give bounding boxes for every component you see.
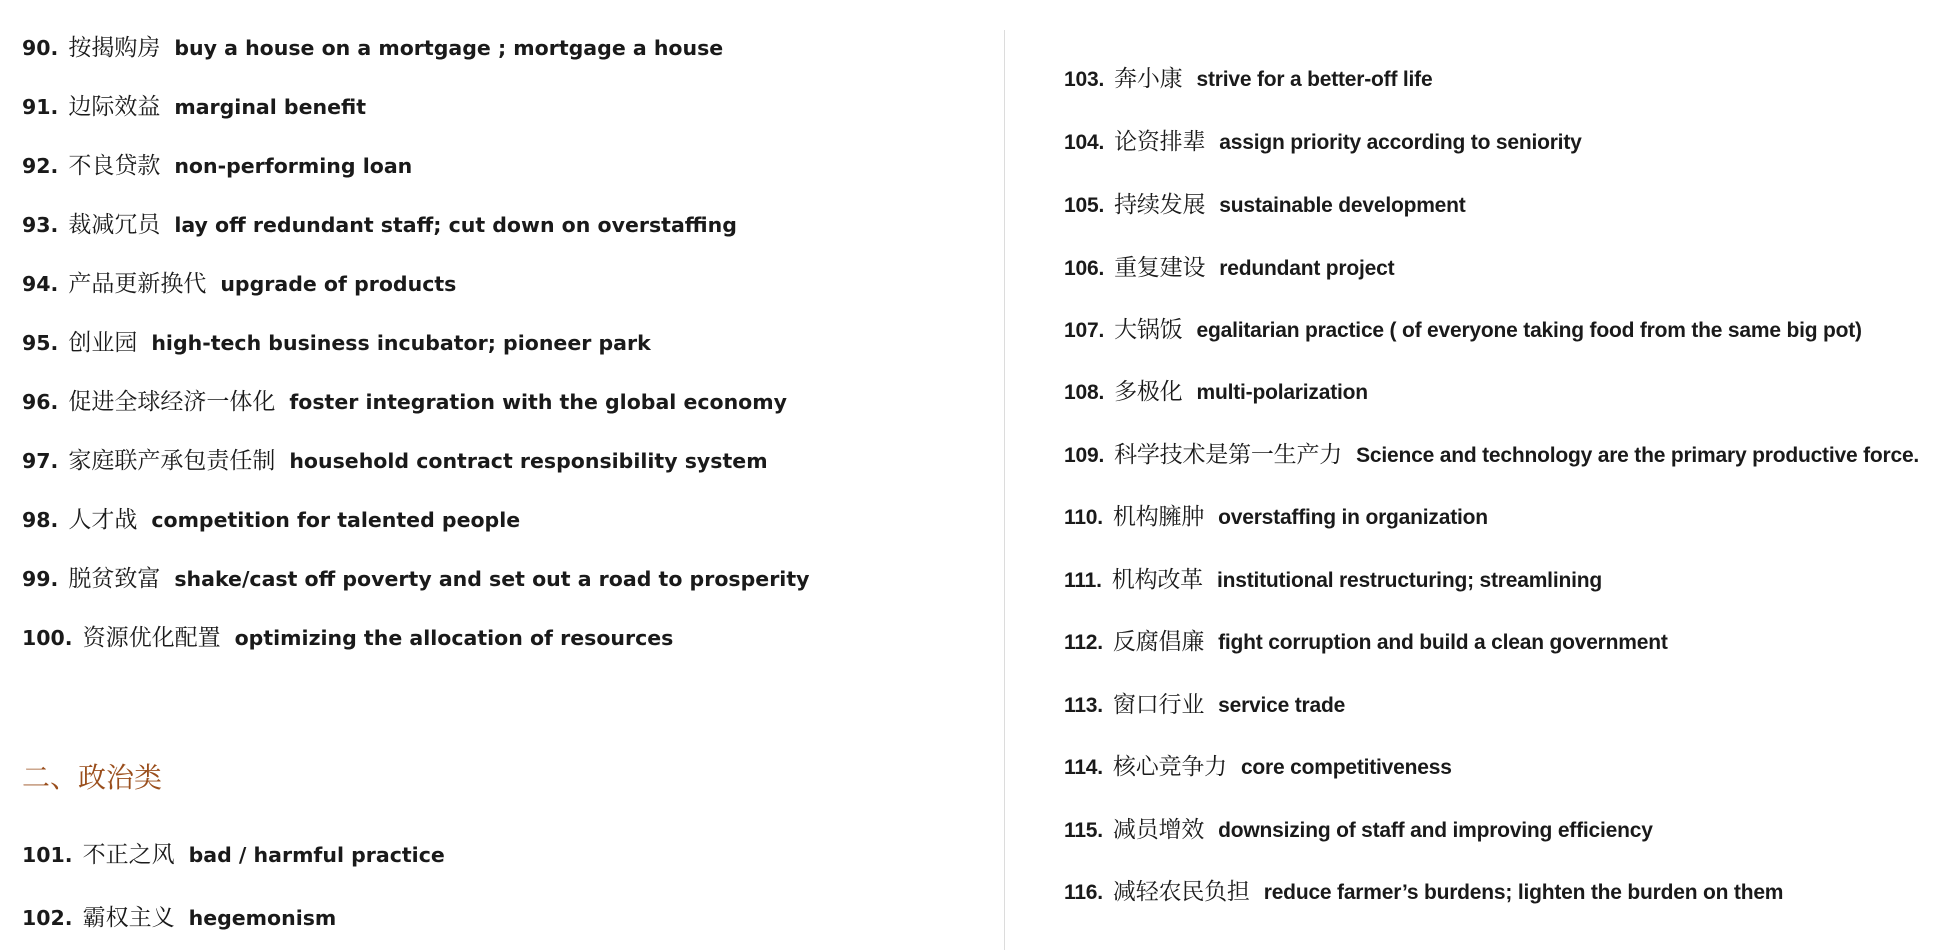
- entry-number: 115.: [1064, 819, 1103, 842]
- entry-number: 101.: [22, 843, 73, 867]
- glossary-entry: [1064, 623, 1668, 656]
- entry-number: 110.: [1064, 506, 1103, 529]
- glossary-entry: [1064, 811, 1653, 844]
- english-translation: bad / harmful practice: [188, 843, 445, 867]
- entry-number: 103.: [1064, 68, 1105, 91]
- entry-number: 102.: [22, 906, 73, 930]
- chinese-term: 机构臃肿: [1112, 504, 1205, 530]
- entry-number: 113.: [1064, 694, 1103, 717]
- glossary-entry: [1064, 748, 1452, 781]
- chinese-term: 减员增效: [1112, 817, 1205, 843]
- glossary-entry: [22, 501, 520, 534]
- english-translation: reduce farmer’s burdens; lighten the burden on them: [1263, 881, 1784, 904]
- glossary-entry: [22, 88, 366, 121]
- chinese-term: 按揭购房: [68, 35, 161, 61]
- english-translation: lay off redundant staff; cut down on overstaffing: [174, 213, 737, 237]
- chinese-term: 大锅饭: [1114, 317, 1183, 343]
- chinese-term: 不正之风: [82, 842, 175, 868]
- chinese-term: 脱贫致富: [68, 566, 161, 592]
- chinese-term: 反腐倡廉: [1112, 629, 1205, 655]
- chinese-term: 持续发展: [1114, 192, 1206, 218]
- chinese-term: 重复建设: [1114, 255, 1206, 281]
- column-divider: [1004, 30, 1005, 950]
- chinese-term: 促进全球经济一体化: [68, 389, 276, 415]
- glossary-entry: [1064, 561, 1602, 594]
- chinese-term: 奔小康: [1114, 66, 1183, 92]
- english-translation: household contract responsibility system: [289, 449, 768, 473]
- glossary-entry: [22, 324, 651, 357]
- english-translation: marginal benefit: [174, 95, 366, 119]
- english-translation: redundant project: [1219, 257, 1395, 280]
- glossary-entry: [1064, 873, 1783, 906]
- chinese-term: 资源优化配置: [82, 625, 221, 651]
- entry-number: 112.: [1064, 631, 1103, 654]
- section-heading: 二、政治类: [22, 761, 163, 794]
- chinese-term: 家庭联产承包责任制: [68, 448, 276, 474]
- chinese-term: 论资排辈: [1114, 129, 1206, 155]
- chinese-term: 产品更新换代: [68, 271, 207, 297]
- english-translation: assign priority according to seniority: [1219, 131, 1582, 154]
- entry-number: 93.: [22, 213, 59, 237]
- chinese-term: 人才战: [68, 507, 138, 533]
- glossary-entry: [22, 147, 412, 180]
- glossary-entry: [1064, 436, 1919, 469]
- english-translation: overstaffing in organization: [1218, 506, 1488, 529]
- entry-number: 104.: [1064, 131, 1105, 154]
- entry-number: 99.: [22, 567, 59, 591]
- entry-number: 100.: [22, 626, 73, 650]
- english-translation: non-performing loan: [174, 154, 413, 178]
- right-column: [1064, 0, 1954, 952]
- english-translation: downsizing of staff and improving efficiency: [1218, 819, 1653, 842]
- glossary-entry: [22, 836, 445, 869]
- english-translation: institutional restructuring; streamlining: [1216, 569, 1602, 592]
- english-translation: strive for a better-off life: [1196, 68, 1433, 91]
- entry-number: 96.: [22, 390, 59, 414]
- glossary-entry: [1064, 311, 1862, 344]
- glossary-entry: [1064, 186, 1466, 219]
- english-translation: multi-polarization: [1196, 381, 1368, 404]
- entry-number: 90.: [22, 36, 59, 60]
- entry-number: 109.: [1064, 444, 1105, 467]
- glossary-entry: [22, 265, 456, 298]
- english-translation: service trade: [1218, 694, 1346, 717]
- english-translation: optimizing the allocation of resources: [234, 626, 674, 650]
- english-translation: competition for talented people: [151, 508, 521, 532]
- entry-number: 94.: [22, 272, 59, 296]
- left-column: [22, 0, 997, 952]
- glossary-entry: [22, 442, 768, 475]
- english-translation: fight corruption and build a clean government: [1218, 631, 1668, 654]
- english-translation: sustainable development: [1219, 194, 1466, 217]
- chinese-term: 创业园: [68, 330, 138, 356]
- chinese-term: 科学技术是第一生产力: [1114, 442, 1343, 468]
- glossary-entry: [1064, 686, 1345, 719]
- glossary-entry: [22, 206, 737, 239]
- glossary-entry: [1064, 123, 1582, 156]
- english-translation: upgrade of products: [220, 272, 457, 296]
- entry-number: 108.: [1064, 381, 1105, 404]
- english-translation: high-tech business incubator; pioneer park: [151, 331, 651, 355]
- english-translation: buy a house on a mortgage ; mortgage a house: [174, 36, 724, 60]
- chinese-term: 不良贷款: [68, 153, 161, 179]
- glossary-entry: [1064, 60, 1432, 93]
- chinese-term: 边际效益: [68, 94, 161, 120]
- english-translation: hegemonism: [188, 906, 337, 930]
- english-translation: egalitarian practice ( of everyone taking food from the same big pot): [1196, 319, 1862, 342]
- glossary-entry: [22, 560, 810, 593]
- glossary-entry: [22, 29, 723, 62]
- chinese-term: 多极化: [1114, 379, 1183, 405]
- entry-number: 91.: [22, 95, 59, 119]
- english-translation: foster integration with the global economy: [289, 390, 787, 414]
- entry-number: 111.: [1064, 569, 1102, 592]
- entry-number: 98.: [22, 508, 59, 532]
- glossary-entry: [22, 383, 787, 416]
- entry-number: 116.: [1064, 881, 1103, 904]
- chinese-term: 窗口行业: [1112, 692, 1205, 718]
- entry-number: 97.: [22, 449, 59, 473]
- entry-number: 92.: [22, 154, 59, 178]
- english-translation: shake/cast off poverty and set out a road to prosperity: [174, 567, 810, 591]
- entry-number: 106.: [1064, 257, 1105, 280]
- entry-number: 105.: [1064, 194, 1105, 217]
- entry-number: 107.: [1064, 319, 1105, 342]
- entry-number: 114.: [1064, 756, 1103, 779]
- chinese-term: 核心竞争力: [1112, 754, 1227, 780]
- entry-number: 95.: [22, 331, 59, 355]
- chinese-term: 霸权主义: [82, 905, 175, 931]
- glossary-entry: [22, 619, 673, 652]
- english-translation: Science and technology are the primary productive force.: [1356, 444, 1920, 467]
- glossary-entry: [1064, 373, 1368, 406]
- chinese-term: 机构改革: [1111, 567, 1203, 593]
- chinese-term: 裁减冗员: [68, 212, 161, 238]
- glossary-entry: [1064, 249, 1394, 282]
- chinese-term: 减轻农民负担: [1112, 879, 1250, 905]
- english-translation: core competitiveness: [1240, 756, 1452, 779]
- glossary-entry: [22, 899, 336, 932]
- glossary-entry: [1064, 498, 1488, 531]
